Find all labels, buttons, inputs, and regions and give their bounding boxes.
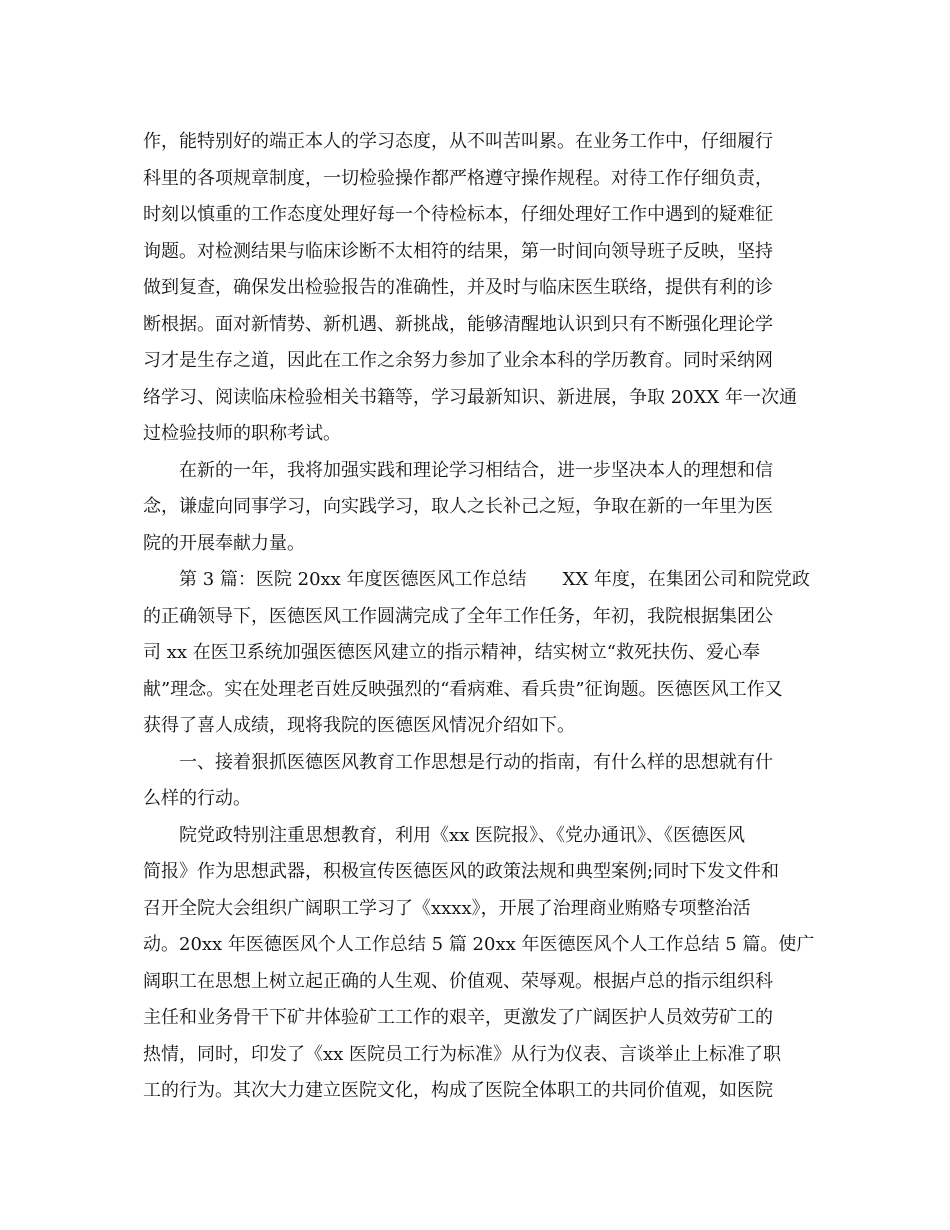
text-line: 时刻以慎重的工作态度处理好每一个待检标本，仔细处理好工作中遇到的疑难征 [143,204,773,225]
text-line: 一、接着狠抓医德医风教育工作思想是行动的指南，有什么样的思想就有什 [179,751,773,773]
text-line: 么样的行动。 [143,788,251,809]
text-line: 简报》作为思想武器，积极宣传医德医风的政策法规和典型案例;同时下发文件和 [143,861,780,882]
text-line: 的正确领导下，医德医风工作圆满完成了全年工作任务，年初，我院根据集团公 [143,605,773,627]
text-line: 做到复查，确保发出检验报告的准确性，并及时与临床医生联络，提供有利的诊 [143,277,773,298]
text-line: 热情，同时，印发了《xx 医院员工行为标准》从行为仪表、言谈举止上标准了职 [143,1043,782,1065]
text-line: 念，谦虚向同事学习，向实践学习，取人之长补己之短，争取在新的一年里为医 [143,496,773,517]
text-line: 主任和业务骨干下矿井体验矿工工作的艰辛，更激发了广阔医护人员效劳矿工的 [143,1007,773,1028]
text-line: 过检验技师的职称考试。 [143,423,341,444]
text-line: 作，能特别好的端正本人的学习态度，从不叫苦叫累。在业务工作中，仔细履行 [143,131,773,152]
text-line: 获得了喜人成绩，现将我院的医德医风情况介绍如下。 [143,715,575,736]
text-line: 动。20xx 年医德医风个人工作总结 5 篇 20xx 年医德医风个人工作总结 5 篇。使广 [143,934,815,955]
text-line: 科里的各项规章制度，一切检验操作都严格遵守操作规程。对待工作仔细负责， [143,167,773,189]
text-line: 院的开展奉献力量。 [143,532,305,554]
text-line: 询题。对检测结果与临床诊断不太相符的结果，第一时间向领导班子反映，坚持 [143,240,773,262]
text-line: 习才是生存之道，因此在工作之余努力参加了业余本科的学历教育。同时采纳网 [143,350,773,371]
text-line: 第 3 篇：医院 20xx 年度医德医风工作总结 XX 年度，在集团公司和院党政 [179,569,810,590]
text-line: 工的行为。其次大力建立医院文化，构成了医院全体职工的共同价值观，如医院 [143,1080,773,1101]
text-line: 断根据。面对新情势、新机遇、新挑战，能够清醒地认识到只有不断强化理论学 [143,313,773,335]
text-line: 络学习、阅读临床检验相关书籍等，学习最新知识、新进展，争取 20XX 年一次通 [143,386,797,408]
text-line: 献”理念。实在处理老百姓反映强烈的“看病难、看兵贵”征询题。医德医风工作又 [143,678,783,700]
text-line: 阔职工在思想上树立起正确的人生观、价值观、荣辱观。根据卢总的指示组织科 [143,970,773,992]
text-line: 在新的一年，我将加强实践和理论学习相结合，进一步坚决本人的理想和信 [179,459,773,481]
document-body [143,124,815,1110]
text-line: 召开全院大会组织广阔职工学习了《xxxx》，开展了治理商业贿赂专项整治活 [143,897,751,919]
text-line: 院党政特别注重思想教育，利用《xx 医院报》、《党办通讯》、《医德医风 [179,824,746,846]
text-line: 司 xx 在医卫系统加强医德医风建立的指示精神，结实树立“救死扶伤、爱心奉 [143,642,760,663]
